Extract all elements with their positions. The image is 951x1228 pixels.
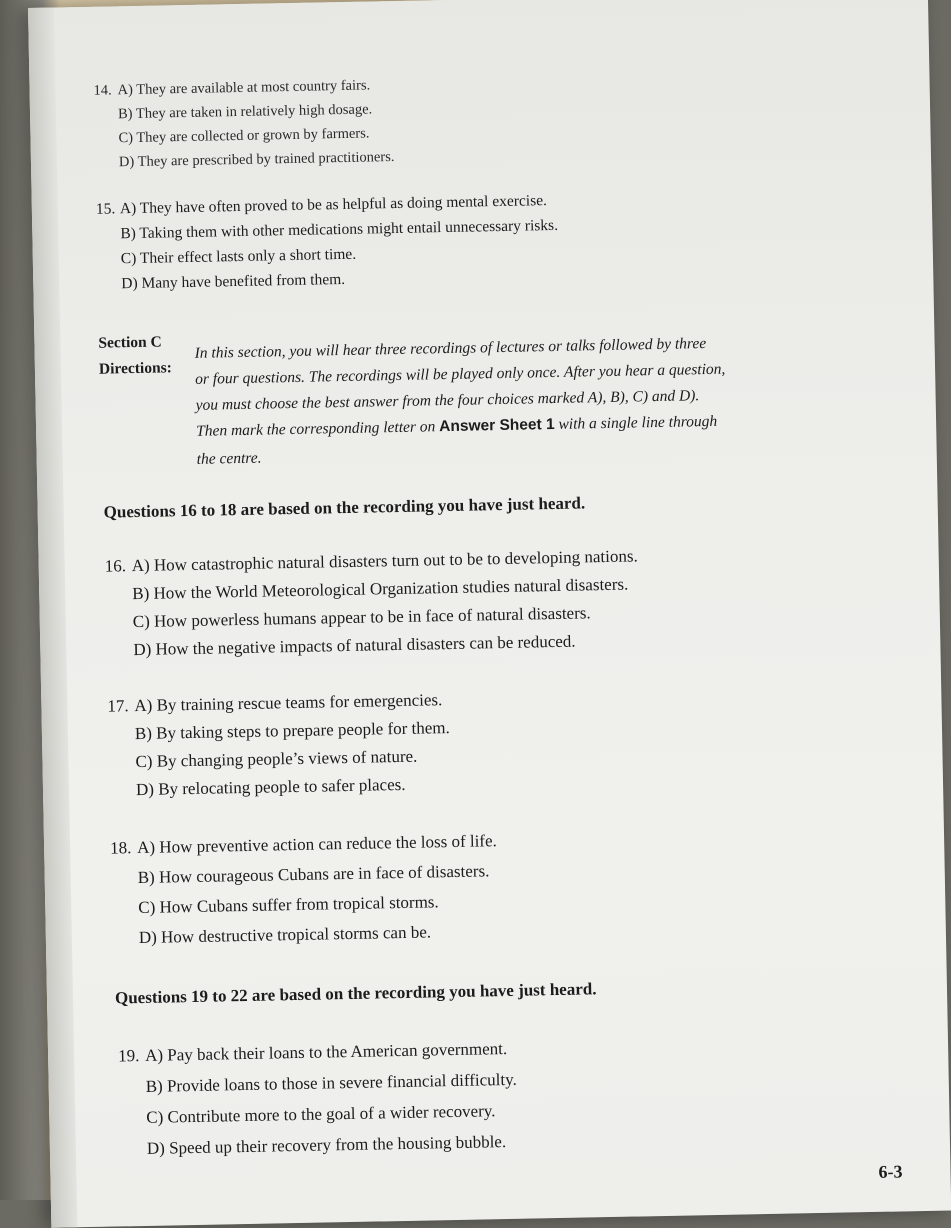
directions-line-3: you must choose the best answer from the four choices marked A), B), C) and D). [195,387,700,414]
q18-option-d: D) How destructive tropical storms can be. [138,922,432,948]
q14-option-a: A) They are available at most country fairs. [117,77,371,99]
q15-option-c: C) Their effect lasts only a short time. [120,245,357,268]
directions-line-1: In this section, you will hear three recordings of lectures or talks followed by three [194,335,707,362]
section-title: Section C [98,333,162,352]
exam-page [28,0,951,1228]
q19-option-b: B) Provide loans to those in severe financial difficulty. [145,1069,517,1096]
q15-option-d: D) Many have benefited from them. [121,270,346,293]
q18-option-c: C) How Cubans suffer from tropical storms. [138,892,439,918]
q18-option-b: B) How courageous Cubans are in face of disasters. [137,861,490,888]
q16-option-c: C) How powerless humans appear to be in face of natural disasters. [132,603,591,632]
directions-line-2: or four questions. The recordings will be played only once. After you hear a question, [194,360,726,388]
directions-line-4-tail: with a single line through [558,412,718,433]
q16-number: 16. [104,556,127,576]
q17-option-d: D) By relocating people to safer places. [135,774,406,800]
directions-line-4 [196,413,717,441]
page-number: 6-3 [878,1161,903,1182]
q14-option-b: B) They are taken in relatively high dosage. [117,101,373,123]
q16-option-b: B) How the World Meteorological Organization studies natural disasters. [132,574,629,604]
q19-number: 19. [117,1046,140,1066]
group-heading-16-18: Questions 16 to 18 are based on the recording you have just heard. [103,493,586,522]
answer-sheet-label: Answer Sheet 1 [439,415,555,436]
q19-option-c: C) Contribute more to the goal of a wider recovery. [146,1101,496,1127]
directions-label: Directions: [98,359,173,378]
directions-line-4-head: Then mark the corresponding letter on [195,418,436,440]
q17-option-b: B) By taking steps to prepare people for them. [134,718,450,744]
q15-number: 15. [95,200,116,218]
q16-option-d: D) How the negative impacts of natural disasters can be reduced. [133,631,576,660]
q17-option-c: C) By changing people’s views of nature. [135,746,418,772]
q18-number: 18. [109,838,132,858]
q17-option-a: A) By training rescue teams for emergencies. [134,690,443,716]
q19-option-d: D) Speed up their recovery from the housing bubble. [146,1132,507,1158]
q15-option-b: B) Taking them with other medications might entail unnecessary risks. [120,216,559,243]
q19-option-a: A) Pay back their loans to the American government. [144,1038,508,1065]
group-heading-19-22: Questions 19 to 22 are based on the recording you have just heard. [114,979,597,1008]
q16-option-a: A) How catastrophic natural disasters turn out to be to developing nations. [131,546,638,576]
directions-line-5: the centre. [196,449,262,468]
q14-option-d: D) They are prescribed by trained practitioners. [118,148,395,171]
q17-number: 17. [107,696,129,716]
q15-option-a: A) They have often proved to be as helpful as doing mental exercise. [119,192,548,218]
q18-option-a: A) How preventive action can reduce the loss of life. [136,831,497,858]
q14-option-c: C) They are collected or grown by farmers. [118,125,370,147]
q14-number: 14. [93,82,112,99]
